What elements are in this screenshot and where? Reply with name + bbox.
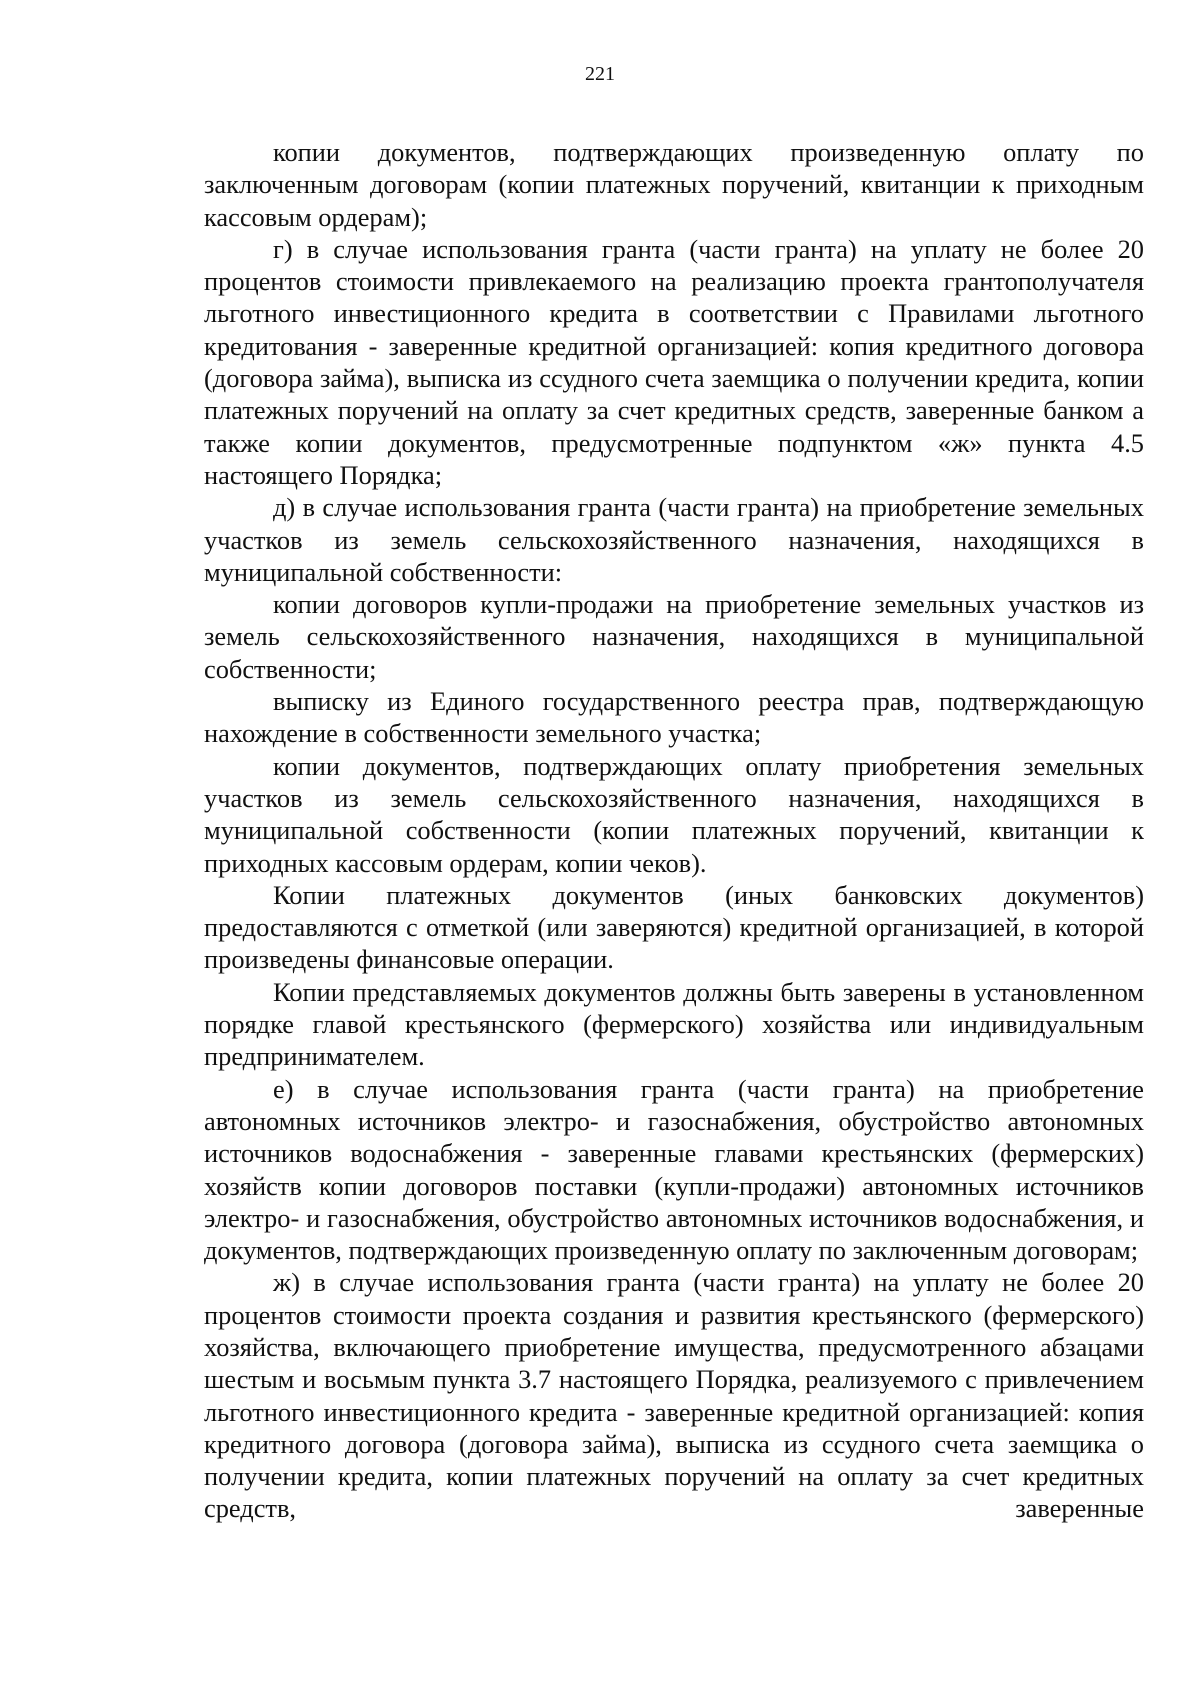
paragraph-item-d: д) в случае использования гранта (части гранта) на приобретение земельных участков из земель сельскохозяйственного назначения, находящихся в муниципальной собственности: — [204, 492, 1144, 587]
paragraph-copies-certification-note: Копии представляемых документов должны быть заверены в установленном порядке главой крестьянского (фермерского) хозяйства или индивидуальным предпринимателем. — [204, 976, 1144, 1072]
paragraph-item-e: е) в случае использования гранта (части гранта) на приобретение автономных источников электро- и газоснабжения, обустройство автономных источников водоснабжения - заверенные главами крестьянских (фермерских) хозяйств копии договоров поставки (купли-продажи) автономных источников электро- и газоснабжения, обустройство автономных источников водоснабжения, и документов, подтверждающих произведенную оплату по заключенным договорам; — [204, 1073, 1144, 1266]
document-body — [204, 136, 1144, 1525]
paragraph-copies-payment-contracts: копии документов, подтверждающих произведенную оплату по заключенным договорам (копии платежных поручений, квитанции к приходным кассовым ордерам); — [204, 137, 1144, 232]
paragraph-item-zh: ж) в случае использования гранта (части гранта) на уплату не более 20 процентов стоимости проекта создания и развития крестьянского (фермерского) хозяйства, включающего приобретение имущества, предусмотренного абзацами шестым и восьмым пункта 3.7 настоящего Порядка, реализуемого с привлечением льготного инвестиционного кредита - заверенные кредитной организацией: копия кредитного договора (договора займа), выписка из ссудного счета заемщика о получении кредита, копии платежных поручений на оплату за счет кредитных средств, заверенные — [204, 1267, 1144, 1524]
paragraph-copies-sale-contracts: копии договоров купли-продажи на приобретение земельных участков из земель сельскохозяйственного назначения, находящихся в муниципальной собственности; — [204, 589, 1144, 684]
paragraph-copies-land-payment: копии документов, подтверждающих оплату приобретения земельных участков из земель сельскохозяйственного назначения, находящихся в муниципальной собственности (копии платежных поручений, квитанции к приходных кассовым ордерам, копии чеков). — [204, 750, 1144, 878]
paragraph-registry-extract: выписку из Единого государственного реестра прав, подтверждающую нахождение в собственности земельного участка; — [204, 686, 1144, 749]
page-number: 221 — [585, 63, 615, 85]
paragraph-payment-docs-note: Копии платежных документов (иных банковских документов) предоставляются с отметкой (или заверяются) кредитной организацией, в которой произведены финансовые операции. — [204, 879, 1144, 975]
paragraph-item-g: г) в случае использования гранта (части гранта) на уплату не более 20 процентов стоимости привлекаемого на реализацию проекта грантополучателя льготного инвестиционного кредита в соответствии с Правилами льготного кредитования - заверенные кредитной организацией: копия кредитного договора (договора займа), выписка из ссудного счета заемщика о получении кредита, копии платежных поручений на оплату за счет кредитных средств, заверенные банком а также копии документов, предусмотренные подпунктом «ж» пункта 4.5 настоящего Порядка; — [204, 233, 1144, 490]
